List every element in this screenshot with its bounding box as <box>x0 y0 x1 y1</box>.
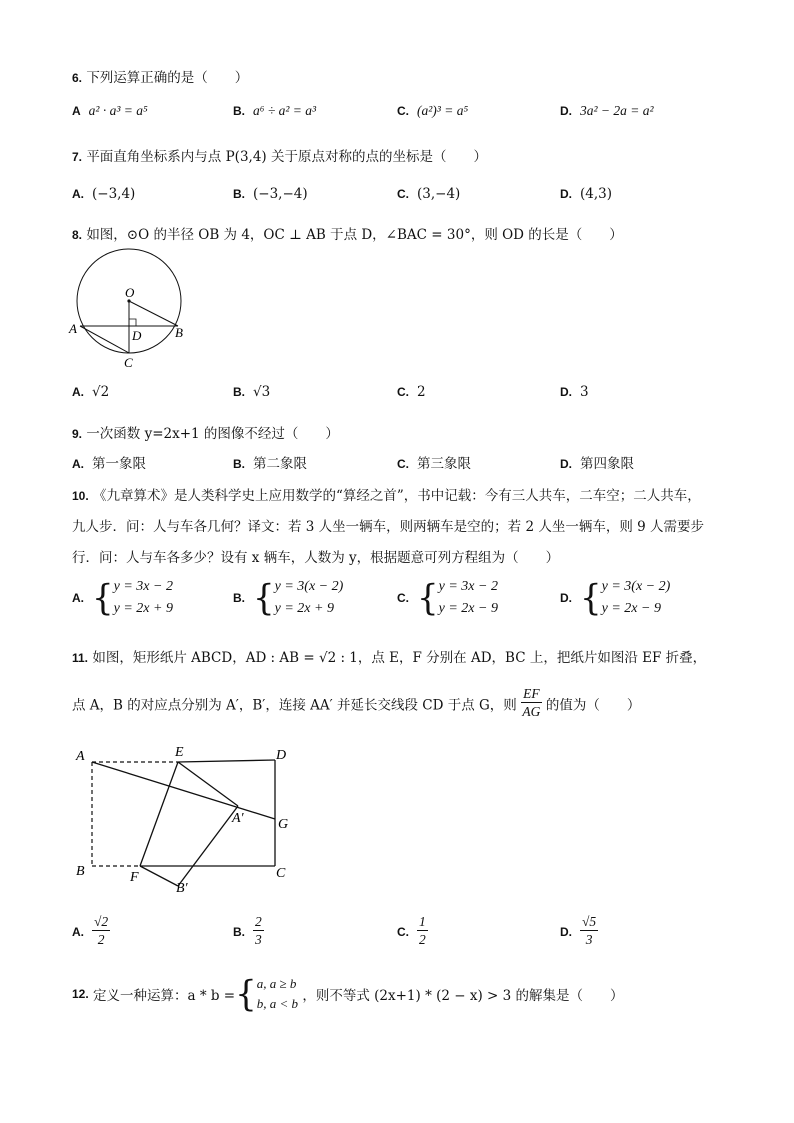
q10-option-b[interactable]: B. {y = 3(x − 2) y = 2x + 9 <box>233 577 344 619</box>
q11-ratio-fraction: $\frac{EF}{AG}$ <box>522 686 541 719</box>
q9-option-b[interactable]: B. 第二象限 <box>233 456 307 472</box>
segment-ed <box>178 760 275 762</box>
q8-option-c[interactable]: C. 2 <box>397 384 426 400</box>
q6-text: 下列运算正确的是（ ） <box>86 70 249 86</box>
q7-text: 平面直角坐标系内与点 P(3,4) 关于原点对称的点的坐标是（ ） <box>86 149 487 165</box>
label-b: B <box>76 864 85 879</box>
q10-number: 10. <box>72 489 89 503</box>
q10-stem-line3: 行．问：人与车各多少？设有 x 辆车，人数为 y，根据题意可列方程组为（ ） <box>72 550 560 566</box>
q7-number: 7. <box>72 150 83 164</box>
label-a: A <box>69 321 77 336</box>
q7-option-b[interactable]: B. (−3,−4) <box>233 186 308 202</box>
label-d: D <box>132 328 142 343</box>
label-g: G <box>278 817 289 832</box>
segment-ac <box>80 326 129 353</box>
label-a-prime: A′ <box>232 811 244 826</box>
q11-option-c[interactable]: C. $\frac{1}{2}$ <box>397 914 426 947</box>
q8-option-d[interactable]: D. 3 <box>560 384 589 400</box>
q8-number: 8. <box>72 228 83 242</box>
q6-option-d[interactable]: D. 3a² − 2a = a² <box>560 103 654 118</box>
q8-circle-figure <box>66 245 196 375</box>
label-b-prime: B′ <box>176 881 188 892</box>
q12-number: 12. <box>72 987 89 1001</box>
q9-number: 9. <box>72 427 83 441</box>
q11-option-a[interactable]: A. $\frac{√2}{2}$ <box>72 914 109 947</box>
q7-option-a[interactable]: A. (−3,4) <box>72 186 136 202</box>
label-f: F <box>130 870 139 885</box>
q11-option-d[interactable]: D. $\frac{√5}{3}$ <box>560 914 597 947</box>
q8-text: 如图，⊙O 的半径 OB 为 4，OC ⊥ AB 于点 D，∠BAC = 30°，则 OD 的长是（ ） <box>86 227 623 243</box>
q11-stem-line1: 11. 如图，矩形纸片 ABCD，AD : AB = √2 : 1，点 E，F 分别在 AD，BC 上，把纸片如图沿 EF 折叠， <box>72 650 707 666</box>
q9-text: 一次函数 y=2x+1 的图像不经过（ ） <box>86 426 339 442</box>
label-c: C <box>124 355 133 370</box>
q11-number: 11. <box>72 651 89 665</box>
right-angle-mark <box>129 319 136 326</box>
q10-stem-line2: 九人步．问：人与车各几何？译文：若 3 人坐一辆车，则两辆车是空的；若 2 人坐一辆车，则 9 人需要步 <box>72 519 705 535</box>
label-e: E <box>175 745 184 760</box>
q8-option-a[interactable]: A. √2 <box>72 384 110 400</box>
segment-ag <box>92 762 275 819</box>
q11-fold-figure <box>70 742 300 892</box>
label-b: B <box>175 325 183 340</box>
segment-fb-prime <box>140 866 178 886</box>
q7-option-c[interactable]: C. (3,−4) <box>397 186 461 202</box>
label-a: A <box>76 749 85 764</box>
label-c: C <box>276 866 286 881</box>
q6-option-b[interactable]: B. a⁶ ÷ a² = a³ <box>233 103 317 118</box>
q10-option-a[interactable]: A. {y = 3x − 2 y = 2x + 9 <box>72 577 173 619</box>
q9-option-c[interactable]: C. 第三象限 <box>397 456 471 472</box>
q6-number: 6. <box>72 71 83 85</box>
segment-ea-prime <box>178 762 238 806</box>
q11-option-b[interactable]: B. $\frac{2}{3}$ <box>233 914 262 947</box>
q12-stem: 12. 定义一种运算：a * b ={a, a ≥ b b, a < b ，则不等式 (2x+1) * (2 − x) > 3 的解集是（ ） <box>72 973 624 1015</box>
q8-option-b[interactable]: B. √3 <box>233 384 271 400</box>
q7-option-d[interactable]: D. (4,3) <box>560 186 613 202</box>
q10-stem-line1: 10. 《九章算术》是人类科学史上应用数学的“算经之首”，书中记载：今有三人共车，二车空；二人共车， <box>72 488 701 504</box>
q9-option-d[interactable]: D. 第四象限 <box>560 456 634 472</box>
q10-option-c[interactable]: C. {y = 3x − 2 y = 2x − 9 <box>397 577 498 619</box>
q9-stem <box>72 422 339 442</box>
label-o: O <box>125 285 135 300</box>
fold-line-ef <box>140 762 178 866</box>
label-d: D <box>276 748 287 763</box>
q8-stem <box>72 223 623 243</box>
q9-option-a[interactable]: A. 第一象限 <box>72 456 146 472</box>
q12-piecewise-brace: { <box>235 973 257 1015</box>
q7-stem <box>72 145 487 165</box>
q10-option-d[interactable]: D. {y = 3(x − 2) y = 2x − 9 <box>560 577 671 619</box>
q6-option-c[interactable]: C. (a²)³ = a⁵ <box>397 103 469 118</box>
q6-stem <box>72 66 248 86</box>
segment-a-prime-b-prime <box>178 806 238 886</box>
q11-stem-line2: 点 A，B 的对应点分别为 A′，B′，连接 AA′ 并延长交线段 CD 于点 G，则 $\frac{EF}{AG}$ 的值为（ ） <box>72 686 641 719</box>
q6-option-a[interactable]: A a² · a³ = a⁵ <box>72 103 148 118</box>
